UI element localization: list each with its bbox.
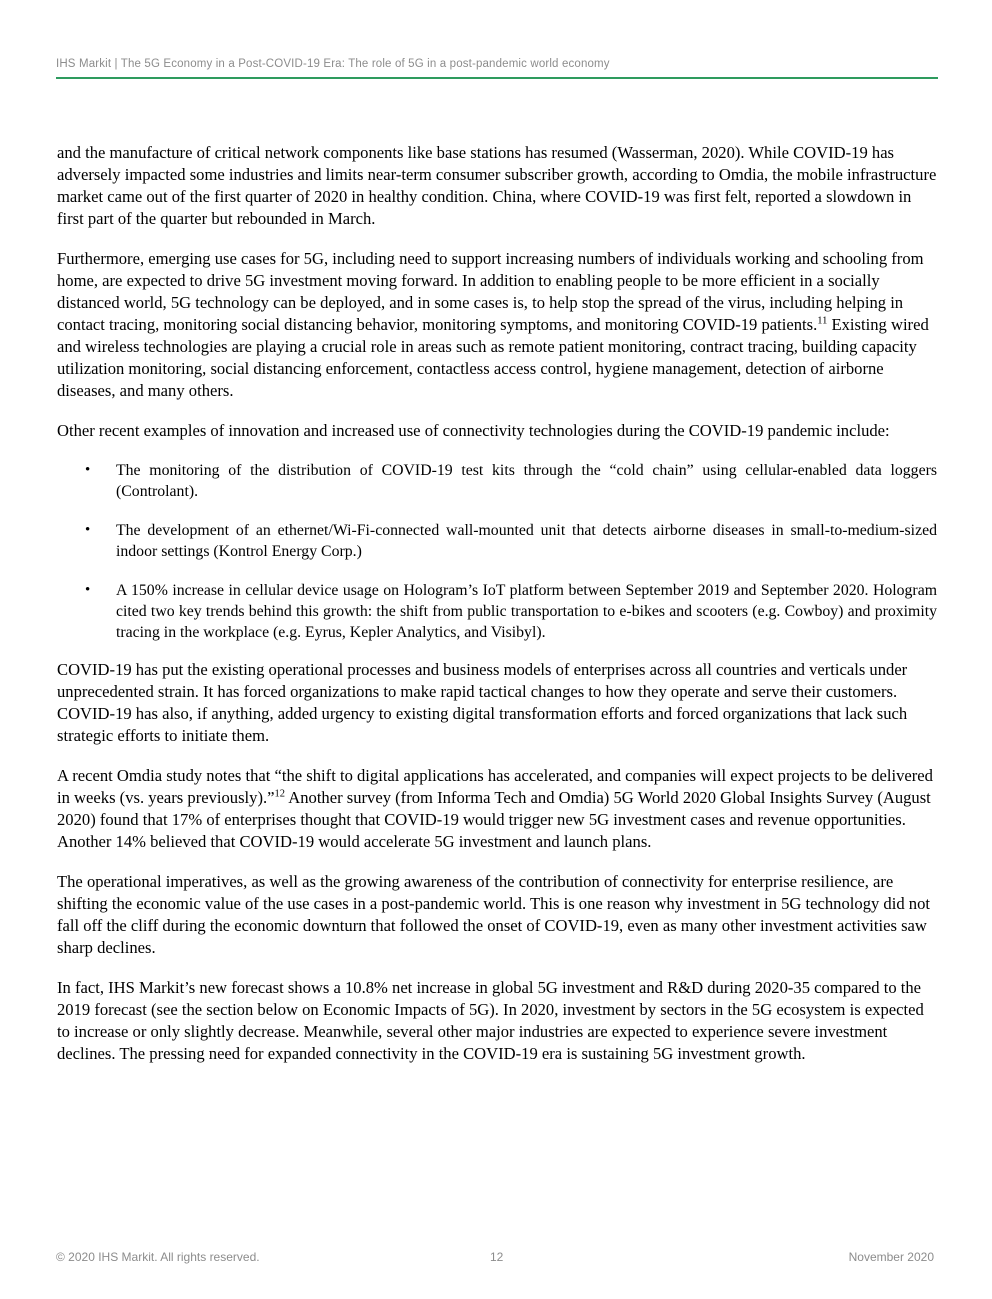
footer-date: November 2020 [848, 1250, 934, 1264]
list-item [57, 460, 937, 502]
list-item-text: A 150% increase in cellular device usage on Hologram’s IoT platform between September 2019 and September 2020. Hologram cited two key trends behind this growth: the shift from public transportation to e-bikes and scooters (e.g. Cowboy) and proximity tracing in the workplace (e.g. Eyrus, Kepler Analytics, and Visibyl). [116, 582, 937, 641]
paragraph-text: A recent Omdia study notes that “the shift to digital applications has accelerated, and companies will expect projects to be delivered in weeks (vs. years previously).” [57, 766, 933, 807]
page-number: 12 [490, 1250, 504, 1264]
list-item-text: The monitoring of the distribution of COVID-19 test kits through the “cold chain” using cellular-enabled data loggers (Controlant). [116, 462, 937, 500]
footer-copyright: © 2020 IHS Markit. All rights reserved. [56, 1250, 260, 1264]
paragraph-manufacture-resumed: and the manufacture of critical network components like base stations has resumed (Wasserman, 2020). While COVID-19 has adversely impacted some industries and limits near-term consumer subscriber growth, according to Omdia, the mobile infrastructure market came out of the first quarter of 2020 in healthy condition. China, where COVID-19 was first felt, reported a slowdown in first part of the quarter but rebounded in March. [57, 143, 937, 228]
header-title: IHS Markit | The 5G Economy in a Post-COVID-19 Era: The role of 5G in a post-pandemic world economy [56, 58, 610, 70]
page-header [56, 56, 938, 79]
document-body [57, 142, 937, 1083]
paragraph-text: Existing wired and wireless technologies are playing a crucial role in areas such as remote patient monitoring, contract tracing, building capacity utilization monitoring, social distancing enforcement, contactless access control, hygiene management, detection of airborne diseases, and many others. [57, 315, 929, 400]
paragraph-emerging-use-cases [57, 248, 937, 402]
list-item [57, 580, 937, 643]
paragraph-examples-intro: Other recent examples of innovation and increased use of connectivity technologies during the COVID-19 pandemic include: [57, 421, 890, 440]
list-item-text: The development of an ethernet/Wi-Fi-connected wall-mounted unit that detects airborne diseases in small-to-medium-sized indoor settings (Kontrol Energy Corp.) [116, 522, 937, 560]
paragraph-text: Another survey (from Informa Tech and Omdia) 5G World 2020 Global Insights Survey (August 2020) found that 17% of enterprises thought that COVID-19 would trigger new 5G investment cases and revenue opportunities. Another 14% believed that COVID-19 would accelerate 5G investment and launch plans. [57, 788, 931, 851]
paragraph-forecast: In fact, IHS Markit’s new forecast shows a 10.8% net increase in global 5G investment and R&D during 2020-35 compared to the 2019 forecast (see the section below on Economic Impacts of 5G). In 2020, investment by sectors in the 5G ecosystem is expected to increase or only slightly decrease. Meanwhile, several other major industries are expected to experience severe investment declines. The pressing need for expanded connectivity in the COVID-19 era is sustaining 5G investment growth. [57, 978, 924, 1063]
footnote-ref-12[interactable]: 12 [274, 788, 286, 800]
list-item [57, 520, 937, 562]
bullet-icon: • [85, 462, 91, 478]
examples-bullet-list [57, 460, 937, 643]
paragraph-text: Furthermore, emerging use cases for 5G, including need to support increasing numbers of individuals working and schooling from home, are expected to drive 5G investment moving forward. In addition to enabling people to be more efficient in a socially distanced world, 5G technology can be deployed, and in some cases is, to help stop the spread of the virus, including helping in contact tracing, monitoring social distancing behavior, monitoring symptoms, and monitoring COVID-19 patients. [57, 249, 924, 334]
footnote-ref-11[interactable]: 11 [817, 315, 828, 327]
bullet-icon: • [85, 582, 91, 598]
bullet-icon: • [85, 522, 91, 538]
paragraph-operational-imperatives: The operational imperatives, as well as the growing awareness of the contribution of connectivity for enterprise resilience, are shifting the economic value of the use cases in a post-pandemic world. This is one reason why investment in 5G technology did not fall off the cliff during the economic downturn that followed the onset of COVID-19, even as many other investment activities saw sharp declines. [57, 872, 930, 957]
page-footer [56, 1248, 934, 1266]
paragraph-operational-strain: COVID-19 has put the existing operational processes and business models of enterprises across all countries and verticals under unprecedented strain. It has forced organizations to make rapid tactical changes to how they operate and serve their customers. COVID-19 has also, if anything, added urgency to existing digital transformation efforts and forced organizations that lack such strategic efforts to initiate them. [57, 660, 908, 745]
paragraph-omdia-study [57, 765, 937, 853]
